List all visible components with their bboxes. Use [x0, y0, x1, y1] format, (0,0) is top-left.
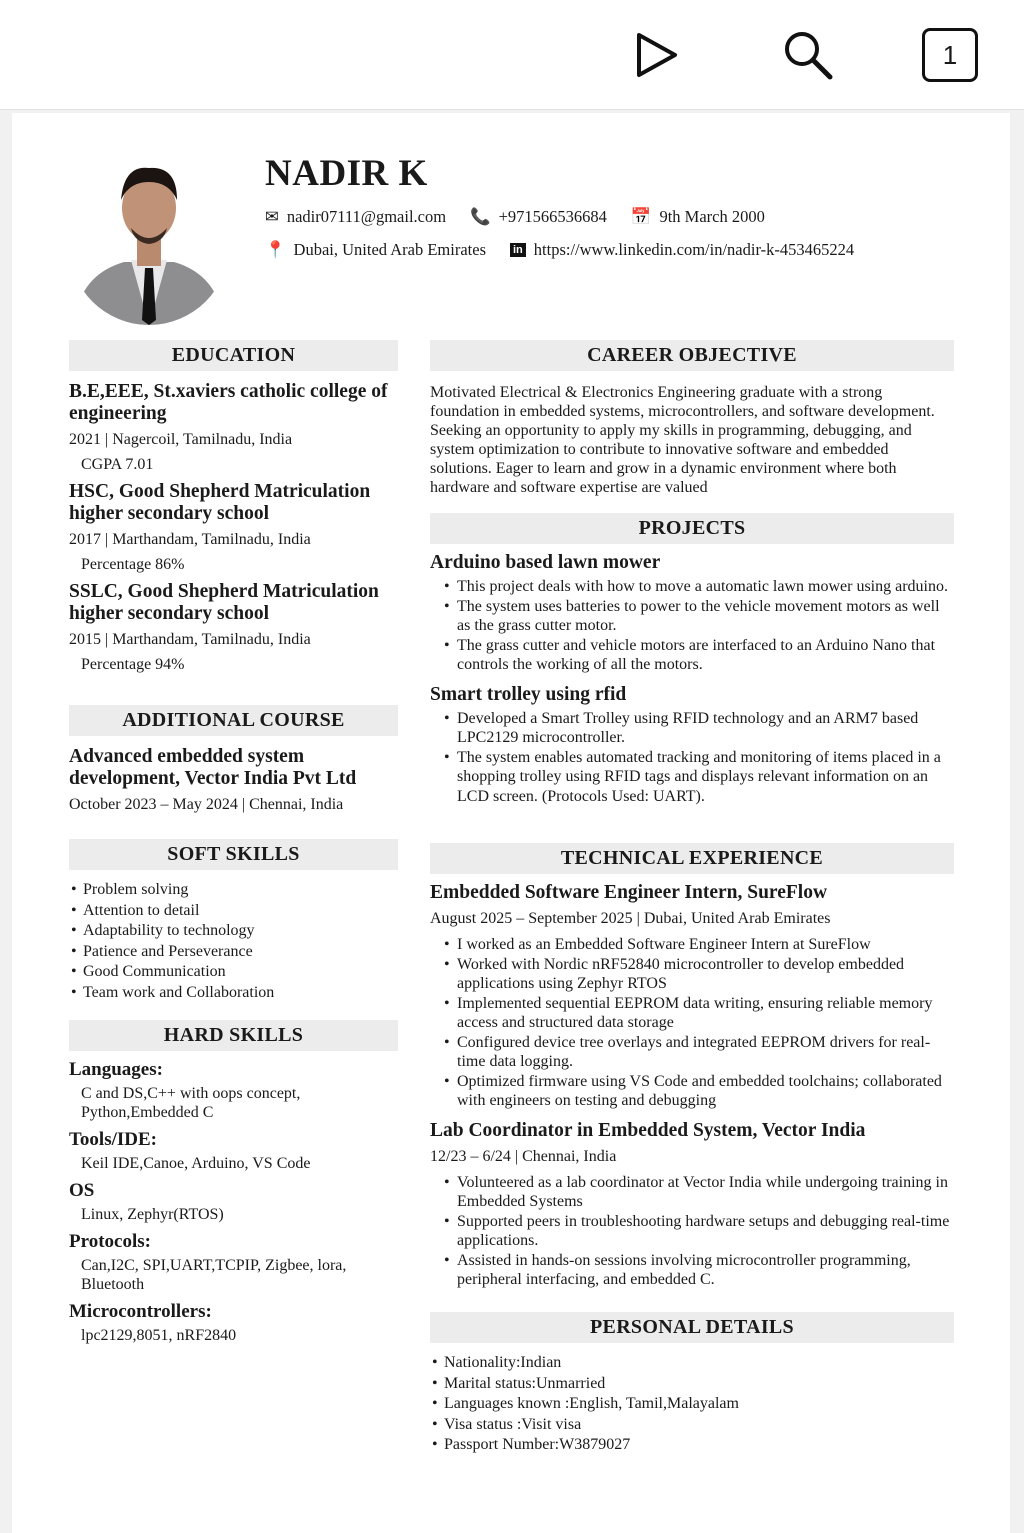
section-header-projects: PROJECTS — [430, 513, 954, 544]
location: Dubai, United Arab Emirates — [293, 240, 486, 259]
personal-detail-item: • Visa status :Visit visa — [430, 1415, 954, 1436]
experience-list — [430, 882, 954, 1290]
hard-skill-value: Can,I2C, SPI,UART,TCPIP, Zigbee, lora, Bluetooth — [81, 1257, 347, 1293]
experience-bullet: • Optimized firmware using VS Code and embedded toolchains; collaborated with engineers on testing and debugging — [430, 1072, 954, 1111]
email[interactable]: nadir07111@gmail.com — [286, 207, 447, 226]
project-entry — [430, 684, 954, 807]
experience-bullet: • Implemented sequential EEPROM data writing, ensuring reliable memory access and structured data storage — [430, 994, 954, 1033]
hard-skill-value: C and DS,C++ with oops concept, Python,Embedded C — [81, 1085, 301, 1121]
project-name: Arduino based lawn mower — [430, 552, 661, 573]
experience-bullet-list — [430, 935, 954, 1111]
section-header-additional-course: ADDITIONAL COURSE — [69, 705, 398, 736]
education-meta: 2017 | Marthandam, Tamilnadu, India — [69, 531, 311, 548]
experience-bullet: • I worked as an Embedded Software Engineer Intern at SureFlow — [430, 935, 954, 955]
page-number: 1 — [942, 39, 958, 70]
experience-meta: 12/23 – 6/24 | Chennai, India — [430, 1147, 617, 1165]
project-bullet: • The system enables automated tracking and monitoring of items placed in a shopping trolley using RFID tags and displays relevant information on an LCD screen. (Protocols Used: UART). — [430, 748, 954, 807]
phone-icon: 📞 — [470, 207, 491, 226]
candidate-name: NADIR K — [265, 153, 428, 194]
education-score: CGPA 7.01 — [81, 456, 154, 473]
project-entry — [430, 552, 954, 675]
section-header-personal-details: PERSONAL DETAILS — [430, 1312, 954, 1343]
project-name: Smart trolley using rfid — [430, 683, 627, 705]
education-list — [69, 381, 398, 674]
education-score: Percentage 86% — [81, 556, 185, 573]
section-header-hard-skills: HARD SKILLS — [69, 1020, 398, 1051]
course-meta: October 2023 – May 2024 | Chennai, India — [69, 796, 344, 813]
search-icon[interactable] — [780, 28, 834, 82]
experience-entry — [430, 882, 954, 1111]
experience-role: Lab Coordinator in Embedded System, Vector India — [430, 1119, 866, 1141]
education-meta: 2015 | Marthandam, Tamilnadu, India — [69, 631, 311, 648]
experience-bullet-list — [430, 1173, 954, 1290]
contact-row-2 — [265, 240, 854, 260]
email-icon: ✉ — [265, 207, 279, 226]
hard-skills-list — [69, 1052, 398, 1345]
projects-list — [430, 552, 954, 806]
project-bullet-list — [430, 709, 954, 807]
project-bullet: • The grass cutter and vehicle motors are interfaced to an Arduino Nano that controls the working of all the motors. — [430, 636, 954, 675]
experience-entry — [430, 1120, 954, 1290]
hard-skill-value: Linux, Zephyr(RTOS) — [81, 1206, 224, 1223]
education-degree: B.E,EEE, St.xaviers catholic college of engineering — [69, 381, 388, 424]
soft-skill-item: • Team work and Collaboration — [69, 983, 398, 1004]
hard-skill-label: Languages: — [69, 1059, 163, 1080]
experience-role: Embedded Software Engineer Intern, SureFlow — [430, 882, 828, 903]
soft-skill-item: • Problem solving — [69, 880, 398, 901]
experience-bullet: • Assisted in hands-on sessions involving microcontroller programming, peripheral interfacing, and embedded C. — [430, 1251, 954, 1290]
personal-detail-item: • Languages known :English, Tamil,Malayalam — [430, 1394, 954, 1415]
education-entry — [69, 381, 398, 474]
education-degree: SSLC, Good Shepherd Matriculation higher secondary school — [69, 581, 379, 624]
personal-details-list — [430, 1353, 954, 1456]
section-header-soft-skills: SOFT SKILLS — [69, 839, 398, 870]
experience-bullet: • Supported peers in troubleshooting hardware setups and debugging real-time applications. — [430, 1212, 954, 1251]
section-header-career-objective: CAREER OBJECTIVE — [430, 340, 954, 371]
hard-skill-label: OS — [69, 1180, 95, 1201]
experience-bullet: • Volunteered as a lab coordinator at Vector India while undergoing training in Embedded Systems — [430, 1173, 954, 1212]
contact-row-1 — [265, 207, 765, 227]
education-meta: 2021 | Nagercoil, Tamilnadu, India — [69, 431, 293, 448]
location-pin-icon: 📍 — [265, 240, 286, 259]
phone: +971566536684 — [498, 207, 607, 226]
soft-skill-item: • Patience and Perseverance — [69, 942, 398, 963]
soft-skills-list — [69, 880, 398, 1003]
soft-skill-item: • Good Communication — [69, 962, 398, 983]
course-entry — [69, 746, 398, 815]
hard-skill-value: Keil IDE,Canoe, Arduino, VS Code — [81, 1155, 311, 1172]
project-bullet-list — [430, 577, 954, 675]
education-entry — [69, 581, 398, 674]
experience-meta: August 2025 – September 2025 | Dubai, United Arab Emirates — [430, 910, 831, 927]
viewer-toolbar — [0, 0, 1024, 110]
hard-skill-label: Protocols: — [69, 1231, 151, 1252]
play-icon[interactable] — [628, 28, 682, 82]
soft-skill-item: • Attention to detail — [69, 901, 398, 922]
project-bullet: • This project deals with how to move a automatic lawn mower using arduino. — [430, 577, 954, 597]
personal-detail-item: • Nationality:Indian — [430, 1353, 954, 1374]
career-objective-text: Motivated Electrical & Electronics Engineering graduate with a strong foundation in embedded systems, microcontrollers, and software development. Seeking an opportunity to apply my skills in programming, debugging, and system optimization to contribute to innovative software and embedded solutions. Eager to learn and grow in a dynamic environment where both hardware and software expertise are valued — [430, 384, 935, 496]
calendar-icon: 📅 — [630, 207, 652, 226]
project-bullet: • Developed a Smart Trolley using RFID technology and an ARM7 based LPC2129 microcontroller. — [430, 709, 954, 748]
experience-bullet: • Worked with Nordic nRF52840 microcontroller to develop embedded applications using Zephyr RTOS — [430, 955, 954, 994]
education-score: Percentage 94% — [81, 656, 185, 673]
page-count-button[interactable] — [922, 28, 978, 82]
hard-skill-label: Tools/IDE: — [69, 1129, 157, 1150]
linkedin-link[interactable]: https://www.linkedin.com/in/nadir-k-453465224 — [533, 240, 855, 259]
personal-detail-item: • Passport Number:W3879027 — [430, 1435, 954, 1456]
hard-skill-label: Microcontrollers: — [69, 1301, 212, 1322]
education-degree: HSC, Good Shepherd Matriculation higher secondary school — [69, 481, 371, 524]
linkedin-icon: in — [510, 243, 526, 257]
experience-bullet: • Configured device tree overlays and integrated EEPROM drivers for real-time data logging. — [430, 1033, 954, 1072]
hard-skill-value: lpc2129,8051, nRF2840 — [81, 1327, 237, 1344]
education-entry — [69, 481, 398, 574]
personal-detail-item: • Marital status:Unmarried — [430, 1374, 954, 1395]
section-header-education: EDUCATION — [69, 340, 398, 371]
date-of-birth: 9th March 2000 — [659, 207, 765, 226]
course-name: Advanced embedded system development, Vector India Pvt Ltd — [69, 746, 357, 789]
section-header-technical-experience: TECHNICAL EXPERIENCE — [430, 843, 954, 874]
avatar — [69, 160, 229, 330]
project-bullet: • The system uses batteries to power to the vehicle movement motors as well as the grass cutter motor. — [430, 597, 954, 636]
soft-skill-item: • Adaptability to technology — [69, 921, 398, 942]
